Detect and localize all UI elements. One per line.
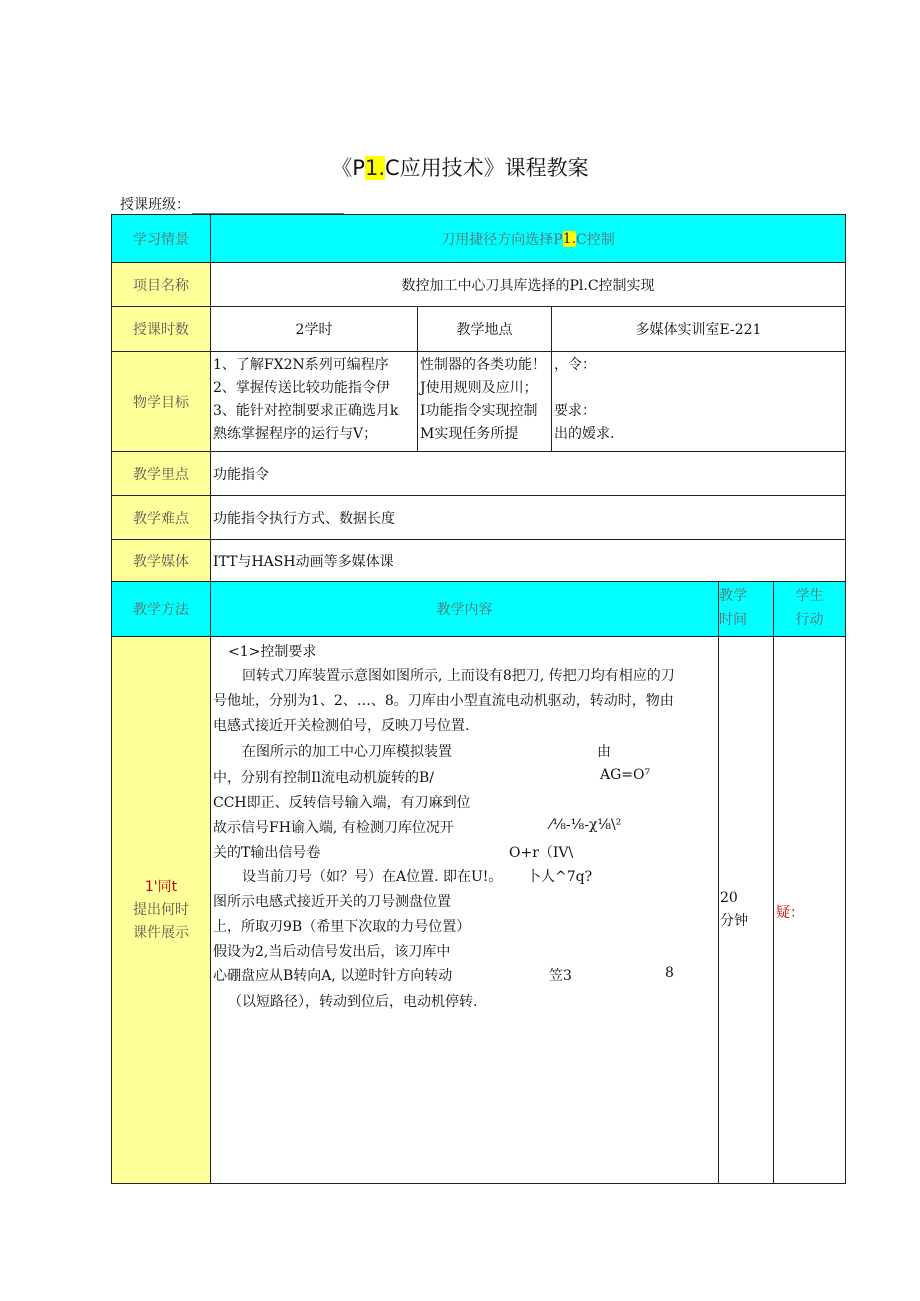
time-header	[718, 581, 774, 637]
goal-line: J使用规则及应川；	[420, 380, 538, 396]
action-header-1: 学生	[795, 588, 824, 604]
class-blank	[192, 199, 344, 214]
action-body	[773, 636, 846, 1184]
figure-label: O+r（IV\	[509, 845, 574, 861]
goals-label: 物学目标	[111, 351, 211, 452]
goal-line: 出的嫒求.	[554, 426, 615, 442]
difficulty-value: 功能指令执行方式、数据长度	[210, 495, 846, 540]
method-header: 教学方法	[111, 581, 211, 637]
goal-line: 熟练掌握程序的运行与V；	[213, 426, 378, 442]
figure-label: 由	[597, 744, 611, 760]
key-value: 功能指令	[210, 451, 846, 496]
goals-col3	[551, 351, 846, 452]
scenario-label: 学习情景	[111, 214, 211, 263]
media-value: ITT与HASH动画等多媒体课	[210, 539, 846, 582]
time-unit: 分钟	[720, 913, 748, 929]
action-header-2: 行动	[795, 612, 824, 628]
content-line: （以短路径），转动到位后，电动机停转.	[228, 994, 478, 1010]
key-label: 教学里点	[111, 451, 211, 496]
goal-line: I功能指令实现控制	[420, 403, 538, 419]
method-line: 提出何时	[133, 901, 189, 918]
difficulty-label: 教学难点	[111, 495, 211, 540]
content-line: 心硼盘应从B转向A, 以逆时针方向转动	[213, 968, 453, 984]
figure-label: AG=O⁷	[600, 767, 651, 783]
goal-line: 2、掌握传送比较功能指令伊	[213, 380, 390, 396]
time-body	[718, 636, 774, 1184]
action-header	[773, 581, 846, 637]
goals-col1	[210, 351, 418, 452]
place-label: 教学地点	[417, 306, 552, 352]
goal-line: 性制器的各类功能！	[420, 357, 546, 373]
content-line: CCH即正、反转信号输入端，有刀麻到位	[213, 795, 471, 811]
goal-line	[552, 377, 845, 400]
content-line: 设当前刀号（如？号）在A位置. 即在U!。	[242, 869, 503, 885]
content-line: 上，所取刃9B（希里下次取的力号位置）	[213, 919, 471, 935]
action-value: 疑：	[776, 905, 804, 921]
goal-line: 要求：	[554, 403, 596, 419]
project-value: 数控加工中心刀具库选择的Pl.C控制实现	[210, 262, 846, 307]
content-line: 关的T输出信号卷	[213, 845, 321, 861]
method-line: 1'同t	[144, 878, 178, 895]
goal-line: 1、了解FX2N系列可编程序	[213, 357, 389, 373]
content-line: 假设为2,当后动信号发出后，该刀库中	[213, 944, 451, 960]
content-line: 图所示电感式接近开关的刀号测盘位置	[213, 894, 451, 910]
content-body	[210, 636, 719, 1184]
goal-line: ，令：	[554, 357, 596, 373]
figure-label: 卜人^7q?	[527, 869, 593, 885]
title-highlight: 1.	[364, 156, 386, 180]
class-field	[120, 194, 344, 214]
figure-label: 8	[665, 965, 674, 981]
content-line: 中，分别有控制Il流电动机旋转的B/	[213, 770, 435, 786]
time-value	[720, 887, 748, 933]
method-line: 课件展示	[133, 924, 189, 941]
time-header-2: 时间	[719, 612, 747, 628]
page-title: 《P1.C应用技术》课程教案	[331, 156, 589, 180]
content-header: 教学内容	[210, 581, 719, 637]
content-line: <1>控制要求	[228, 644, 317, 660]
content-line: 在图所示的加工中心刀库模拟装置	[242, 744, 452, 760]
content-line: 故示信号FH谕入端, 有检测刀库位况开	[213, 820, 454, 836]
figure-label: 笠3	[549, 968, 572, 984]
content-line: 回转式刀库装置示意图如图所示, 上而设有8把刀, 传把刀均有相应的刀	[242, 668, 675, 684]
scenario-value: 刀用捷径方向选择P 1. C控制	[210, 214, 846, 263]
class-label: 授课班级：	[120, 197, 190, 213]
hours-label: 授课时数	[111, 306, 211, 352]
figure-label: ⁄⅛-⅛-χ⅛\²	[550, 817, 622, 833]
time-header-1: 教学	[719, 588, 747, 604]
place-value: 多媒体实训室E-221	[551, 306, 846, 352]
content-line: 电感式接近开关检测伯号，反映刀号位置.	[213, 718, 470, 734]
media-label: 教学媒体	[111, 539, 211, 582]
content-line: 号他址，分别为1、2、…、8。刀库由小型直流电动机驱动，转动时，物由	[213, 693, 674, 709]
hours-value: 2学时	[210, 306, 418, 352]
time-number: 20	[720, 890, 738, 906]
goal-line: 3、能针对控制要求正确选月k	[213, 403, 399, 419]
goal-line: M实现任务所提	[420, 426, 519, 442]
project-label: 项目名称	[111, 262, 211, 307]
method-body	[111, 636, 211, 1184]
goals-col2	[417, 351, 552, 452]
